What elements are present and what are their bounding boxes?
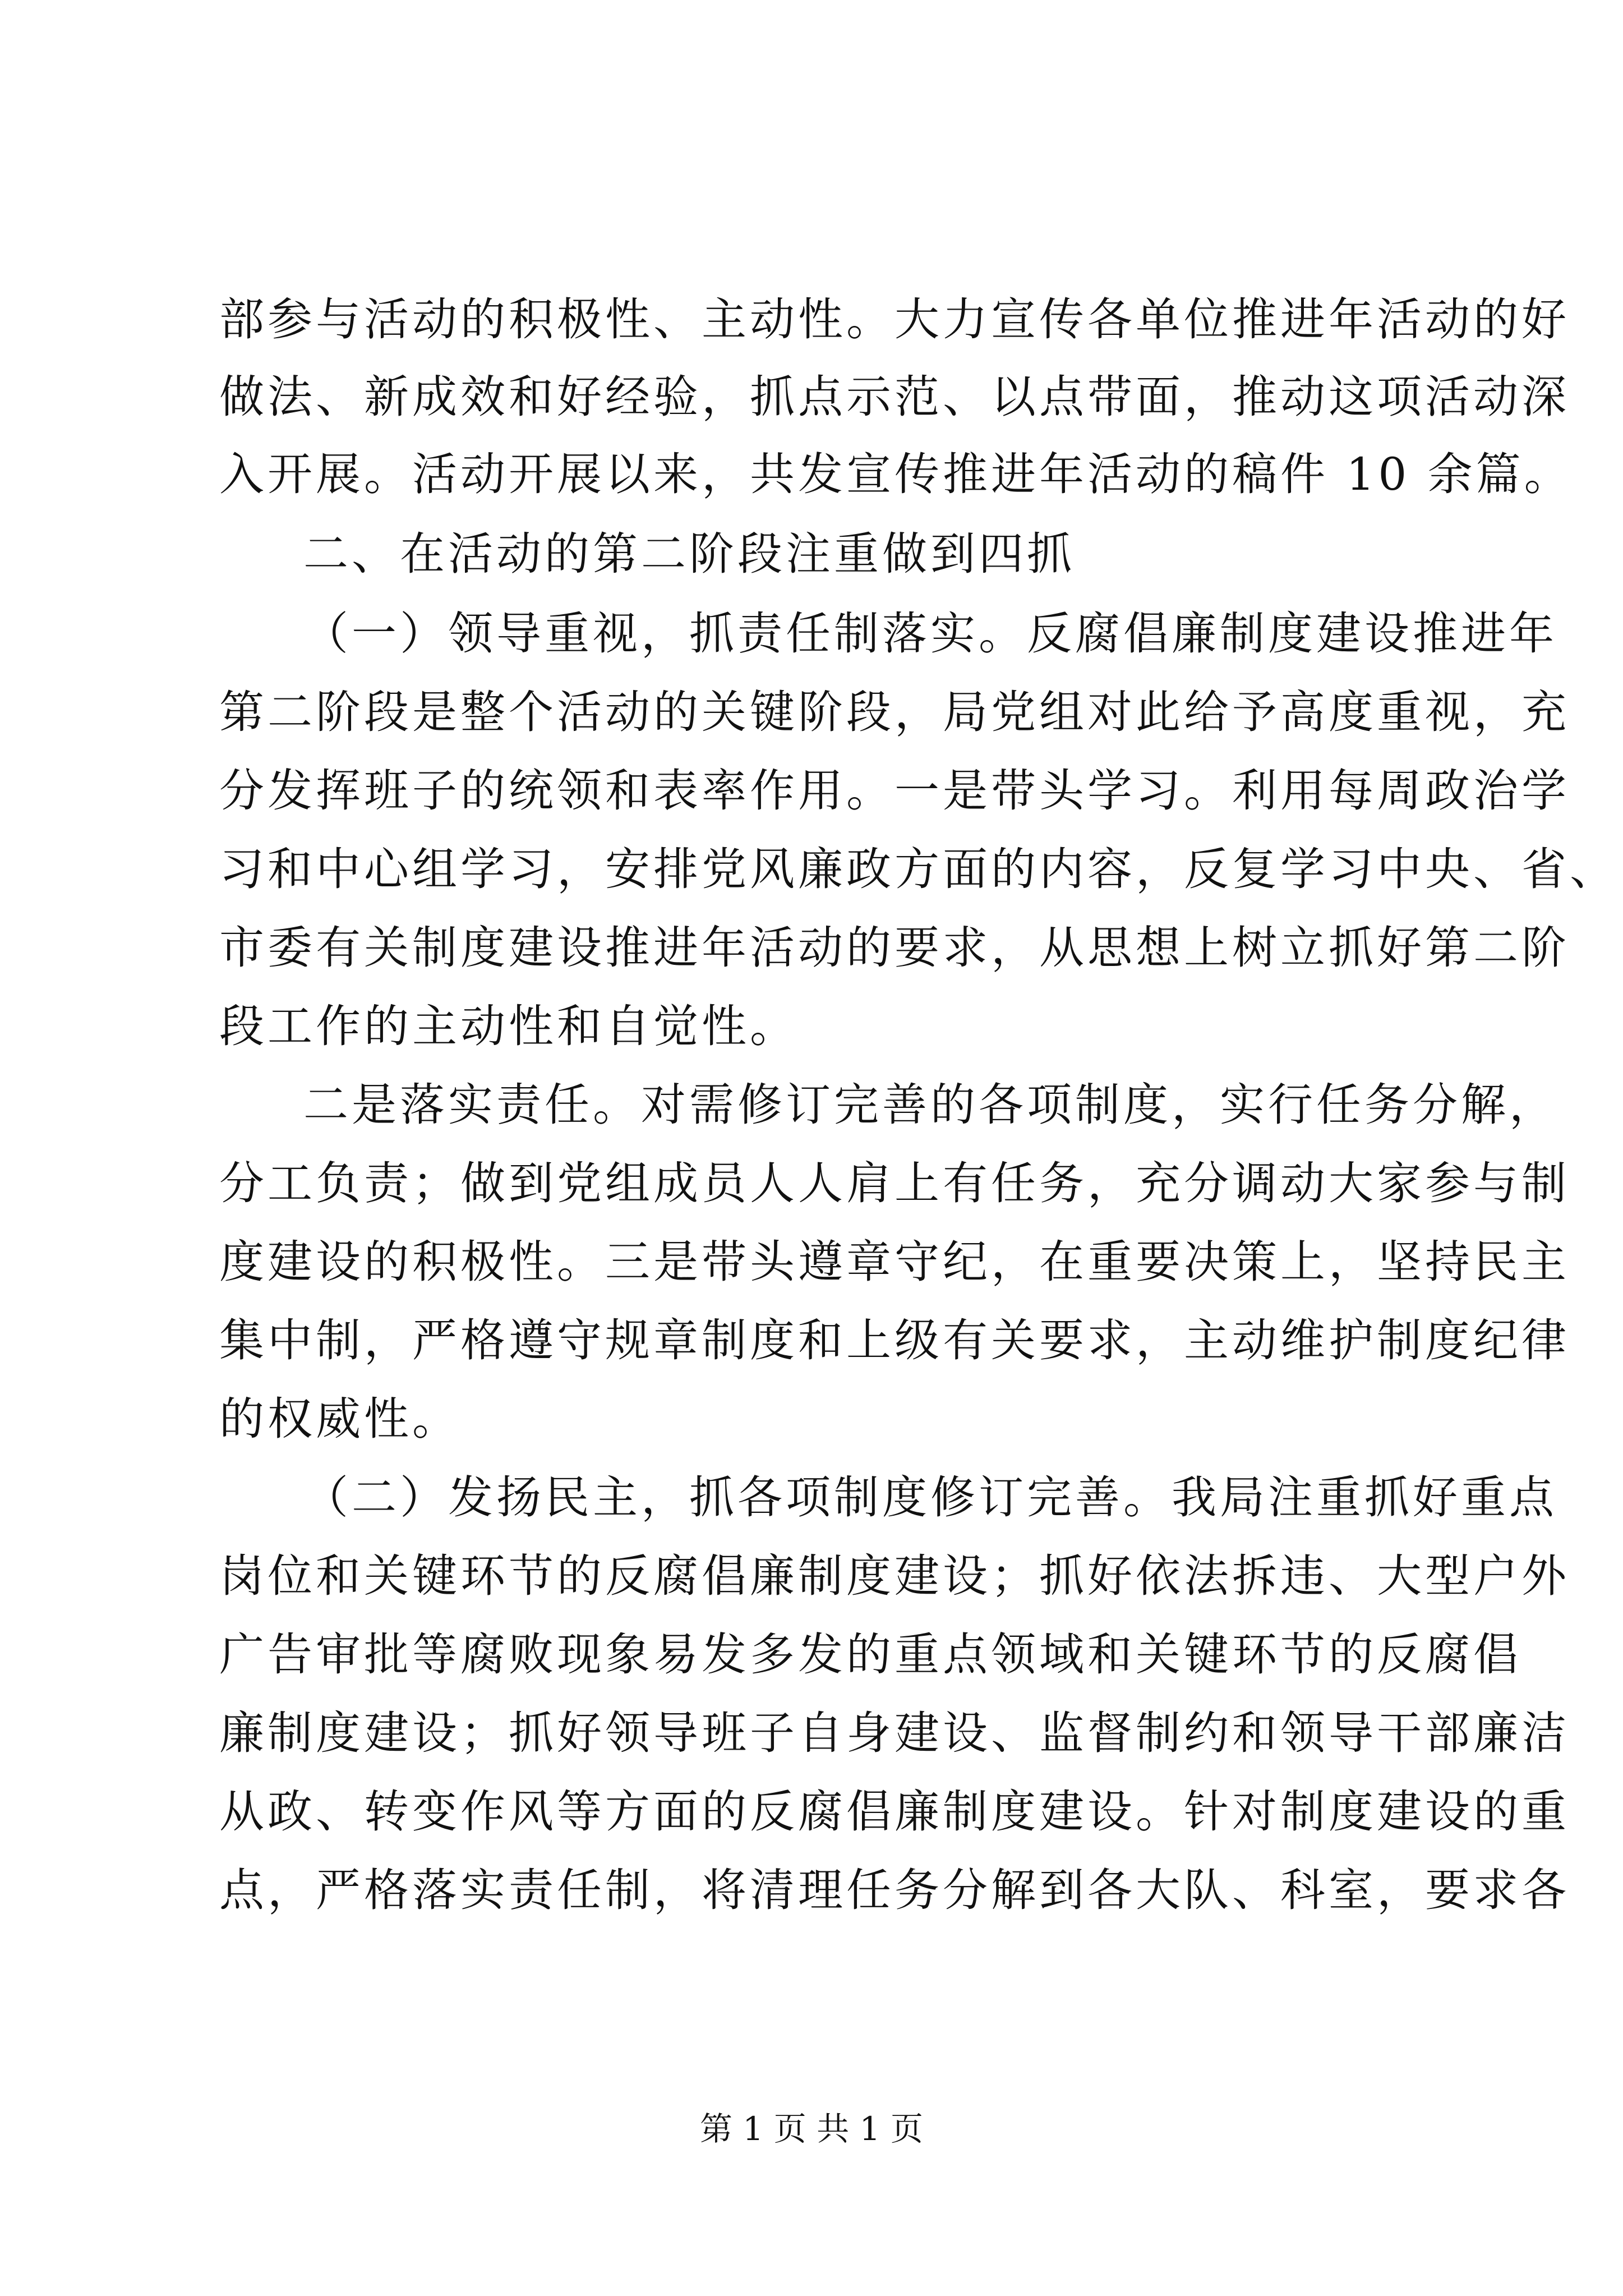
text-line: 做法、新成效和好经验，抓点示范、以点带面，推动这项活动深 [219, 371, 1570, 423]
page-footer: 第 1 页 共 1 页 [700, 2110, 923, 2148]
text-line: 岗位和关键环节的反腐倡廉制度建设；抓好依法拆违、大型户外 [219, 1550, 1570, 1602]
text-line: 从政、转变作风等方面的反腐倡廉制度建设。针对制度建设的重 [219, 1786, 1570, 1838]
text-line: 第二阶段是整个活动的关键阶段，局党组对此给予高度重视，充 [219, 686, 1570, 738]
text-line: 市委有关制度建设推进年活动的要求，从思想上树立抓好第二阶 [219, 922, 1570, 974]
text-line: 集中制，严格遵守规章制度和上级有关要求，主动维护制度纪律 [219, 1314, 1570, 1366]
text-line: 部参与活动的积极性、主动性。大力宣传各单位推进年活动的好 [219, 293, 1570, 346]
text-line: 点，严格落实责任制，将清理任务分解到各大队、科室，要求各 [219, 1864, 1570, 1916]
text-line: 分发挥班子的统领和表率作用。一是带头学习。利用每周政治学 [219, 765, 1570, 817]
section-heading: 二、在活动的第二阶段注重做到四抓 [303, 528, 1075, 580]
text-line: 二是落实责任。对需修订完善的各项制度，实行任务分解， [303, 1079, 1557, 1131]
text-line: 度建设的积极性。三是带头遵章守纪，在重要决策上，坚持民主 [219, 1236, 1570, 1288]
text-line: （一）领导重视，抓责任制落实。反腐倡廉制度建设推进年 [303, 608, 1557, 660]
text-line: 分工负责；做到党组成员人人肩上有任务，充分调动大家参与制 [219, 1157, 1570, 1209]
text-line: 廉制度建设；抓好领导班子自身建设、监督制约和领导干部廉洁 [219, 1707, 1570, 1759]
text-line: 段工作的主动性和自觉性。 [219, 1000, 798, 1052]
text-line: 习和中心组学习，安排党风廉政方面的内容，反复学习中央、省、 [219, 843, 1618, 895]
text-line: 广告审批等腐败现象易发多发的重点领域和关键环节的反腐倡 [219, 1628, 1521, 1681]
text-line: 入开展。活动开展以来，共发宣传推进年活动的稿件 10 余篇。 [219, 448, 1573, 500]
text-line: 的权威性。 [219, 1393, 460, 1445]
text-line: （二）发扬民主，抓各项制度修订完善。我局注重抓好重点 [303, 1471, 1557, 1524]
